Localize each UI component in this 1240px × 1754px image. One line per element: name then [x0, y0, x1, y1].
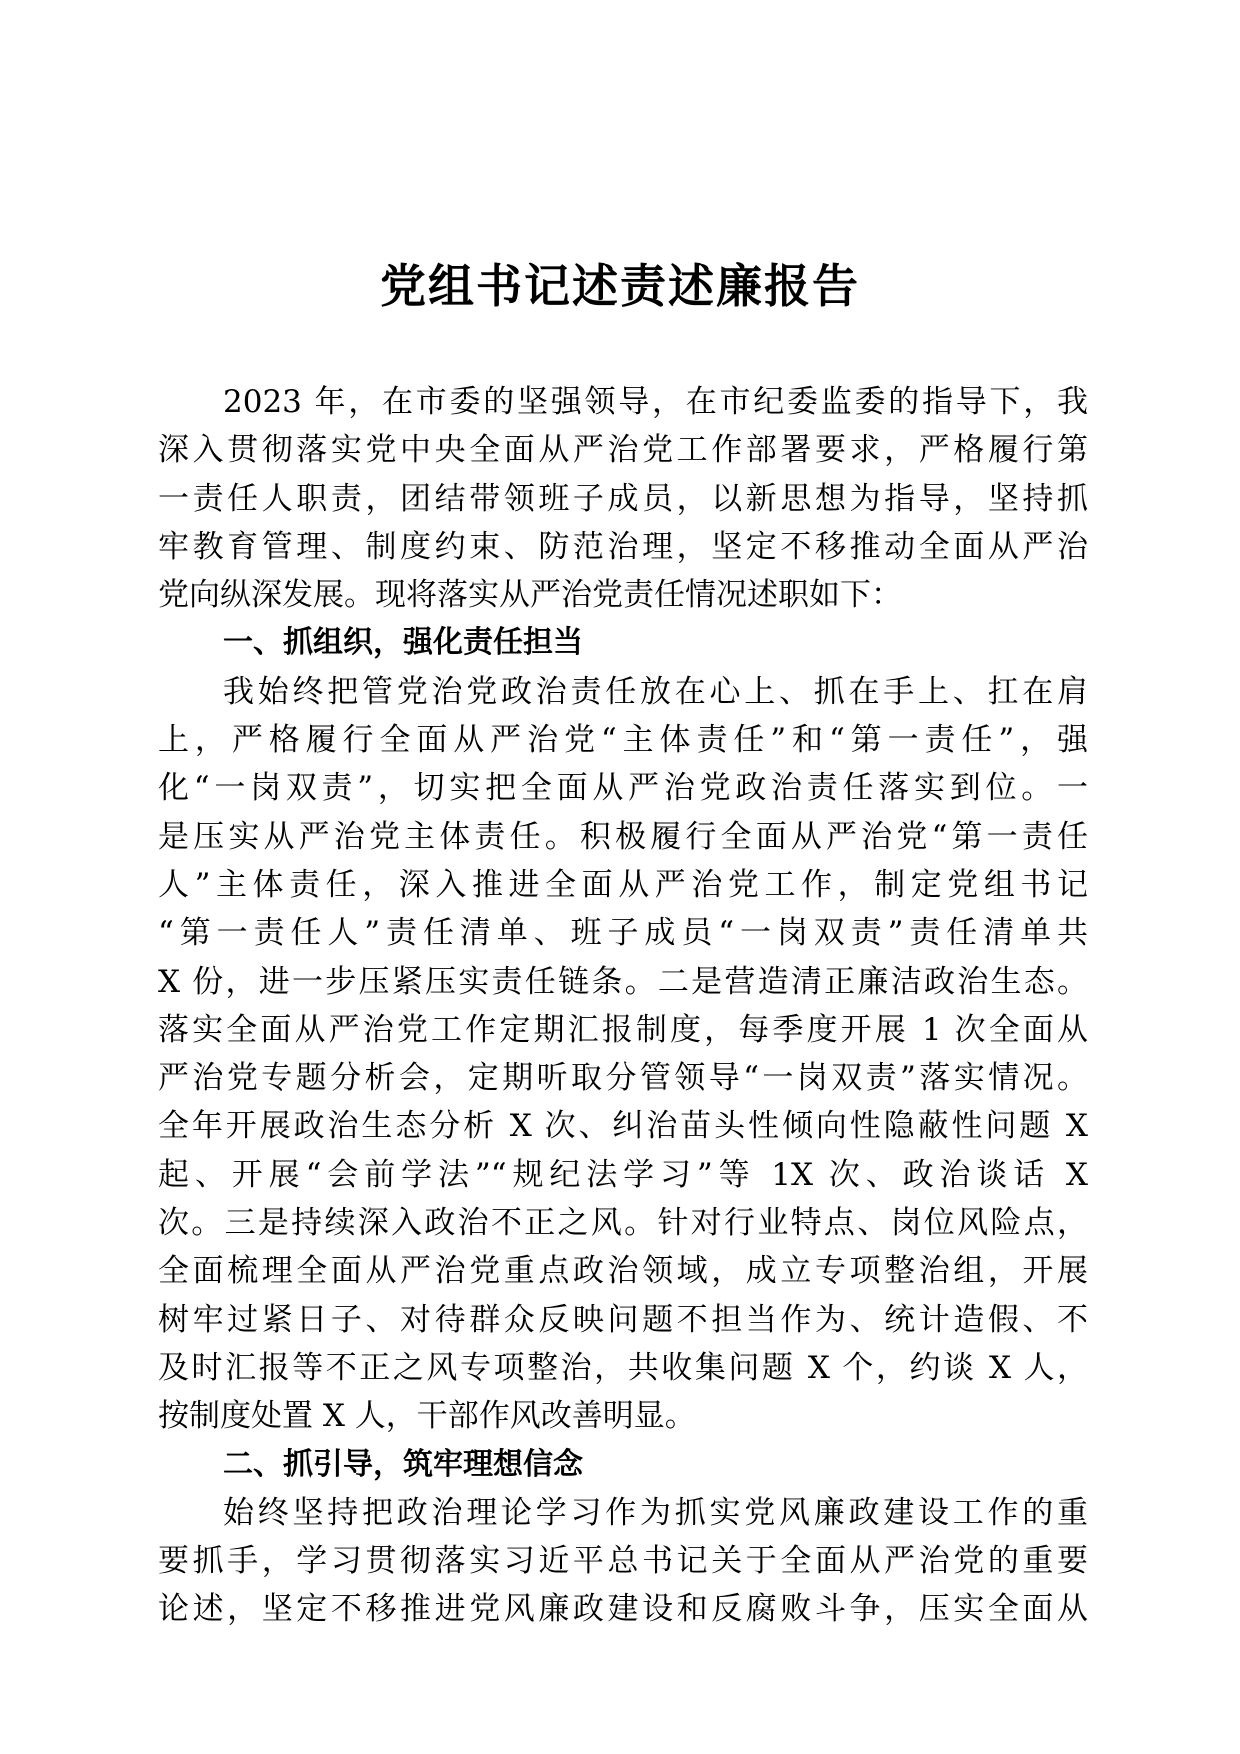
paragraph-line: 一责任人职责，团结带领班子成员，以新思想为指导，坚持抓	[158, 480, 1088, 517]
paragraph-line: “第一责任人”责任清单、班子成员“一岗双责”责任清单共	[158, 915, 1088, 952]
paragraph-line: 人”主体责任，深入推进全面从严治党工作，制定党组书记	[158, 866, 1088, 903]
section-heading: 二、抓引导，筑牢理想信念	[223, 1446, 583, 1482]
paragraph-line: 深入贯彻落实党中央全面从严治党工作部署要求，严格履行第	[158, 432, 1088, 469]
paragraph-line: 按制度处置 X 人，干部作风改善明显。	[158, 1398, 696, 1435]
paragraph-line: 起、开展“会前学法”“规纪法学习”等 1X 次、政治谈话 X	[158, 1156, 1088, 1193]
paragraph-line: 我始终把管党治党政治责任放在心上、抓在手上、扛在肩	[223, 673, 1088, 710]
paragraph-line: 党向纵深发展。现将落实从严治党责任情况述职如下：	[158, 577, 902, 614]
paragraph-line: 要抓手，学习贯彻落实习近平总书记关于全面从严治党的重要	[158, 1543, 1088, 1580]
paragraph-line: 全年开展政治生态分析 X 次、纠治苗头性倾向性隐蔽性问题 X	[158, 1108, 1088, 1145]
document-title: 党组书记述责述廉报告	[380, 259, 860, 313]
paragraph-line: 次。三是持续深入政治不正之风。针对行业特点、岗位风险点，	[158, 1205, 1088, 1242]
paragraph-line: 落实全面从严治党工作定期汇报制度，每季度开展 1 次全面从	[158, 1011, 1088, 1048]
paragraph-line: 牢教育管理、制度约束、防范治理，坚定不移推动全面从严治	[158, 528, 1088, 565]
paragraph-line: 及时汇报等不正之风专项整治，共收集问题 X 个，约谈 X 人，	[158, 1349, 1088, 1386]
paragraph-line: 始终坚持把政治理论学习作为抓实党风廉政建设工作的重	[223, 1494, 1088, 1531]
paragraph-line: 化“一岗双责”，切实把全面从严治党政治责任落实到位。一	[158, 770, 1088, 807]
section-heading: 一、抓组织，强化责任担当	[223, 625, 583, 661]
paragraph-line: 上，严格履行全面从严治党“主体责任”和“第一责任”，强	[158, 722, 1088, 759]
paragraph-line: 严治党专题分析会，定期听取分管领导“一岗双责”落实情况。	[158, 1060, 1088, 1097]
paragraph-line: 全面梳理全面从严治党重点政治领域，成立专项整治组，开展	[158, 1253, 1088, 1290]
paragraph-line: 2023 年，在市委的坚强领导，在市纪委监委的指导下，我	[223, 384, 1088, 420]
paragraph-line: X 份，进一步压紧压实责任链条。二是营造清正廉洁政治生态。	[158, 963, 1088, 1000]
paragraph-line: 树牢过紧日子、对待群众反映问题不担当作为、统计造假、不	[158, 1301, 1088, 1338]
document-body	[158, 378, 1088, 1634]
paragraph-line: 论述，坚定不移推进党风廉政建设和反腐败斗争，压实全面从	[158, 1591, 1088, 1628]
paragraph-line: 是压实从严治党主体责任。积极履行全面从严治党“第一责任	[158, 818, 1088, 855]
